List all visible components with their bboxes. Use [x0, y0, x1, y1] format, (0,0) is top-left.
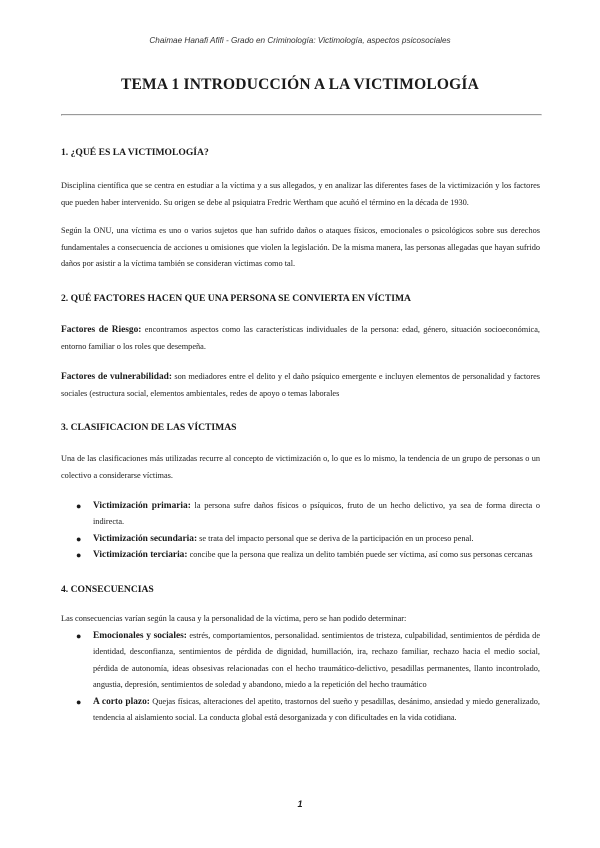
document-body [61, 146, 540, 727]
bullet-icon: ● [76, 550, 82, 561]
consequences-list [61, 628, 540, 728]
list-item-text: estrés, comportamientos, personalidad. sentimientos de tristeza, culpabilidad, sentimientos de pérdida de identidad, desconfianza, sentimientos de pérdida de dignidad, humillación, ira, rechazo familiar, rechazo hacia el medio social, pérdida de autonomía, ideas obsesivas relacionadas con el hecho traumático-delictivo, pesadillas permanentes, llanto incontrolado, angustia, depresión, sentimientos de soledad y abandono, miedo a la repetición del hecho traumático [93, 630, 540, 690]
list-item-term: Emocionales y sociales: [93, 630, 187, 641]
section-4-heading: 4. CONSECUENCIAS [61, 583, 154, 595]
section-4-intro: Las consecuencias varían según la causa y la personalidad de la víctima, pero se han podido determinar: [61, 613, 407, 623]
vulnerability-factors-paragraph [61, 369, 540, 402]
list-item [76, 628, 540, 694]
risk-factors-term: Factores de Riesgo: [61, 324, 142, 335]
document-title: TEMA 1 INTRODUCCIÓN A LA VICTIMOLOGÍA [120, 76, 480, 93]
running-header: Chaimae Hanafi Afifi - Grado en Criminología: Victimología, aspectos psicosociales [149, 36, 451, 45]
list-item-term: Victimización terciaria: [93, 550, 188, 561]
victimization-list [61, 498, 540, 564]
list-item-term: Victimización primaria: [93, 500, 191, 511]
section-1-paragraph-1: Disciplina científica que se centra en estudiar a la víctima y a sus allegados, y en analizar las diferentes fases de la victimización y los factores que pueden haber intervenido. Su origen se debe al psiquiatra Fredric Wertham que acuñó el término en la década de 1930. [61, 181, 540, 207]
risk-factors-text: encontramos aspectos como las características individuales de la persona: edad, género, situación socioeconómica, entorno familiar o los roles que desempeña. [61, 324, 540, 351]
section-3-heading: 3. CLASIFICACION DE LAS VÍCTIMAS [61, 422, 237, 434]
bullet-icon: ● [76, 696, 82, 707]
section-3-intro: Una de las clasificaciones más utilizadas recurre al concepto de victimización o, lo que es lo mismo, la tendencia de un grupo de personas o un colectivo a considerarse víctimas. [61, 454, 540, 480]
list-item-text: concibe que la persona que realiza un delito también puede ser víctima, así como sus personas cercanas [187, 550, 533, 560]
list-item [76, 694, 540, 727]
list-item [76, 547, 540, 564]
title-divider [61, 114, 542, 116]
section-1-heading: 1. ¿QUÉ ES LA VICTIMOLOGÍA? [61, 147, 209, 158]
list-item-text: la persona sufre daños físicos o psíquicos, fruto de un hecho delictivo, ya sea de forma directa o indirecta. [93, 500, 540, 527]
section-1-paragraph-2: Según la ONU, una víctima es uno o varios sujetos que han sufrido daños o ataques físicos, emocionales o psicológicos sobre sus derechos fundamentales a consecuencia de acciones u omisiones que violen la legislación. De la misma manera, las personas allegadas que hayan sufrido daños por asistir a la víctima también se consideran víctimas como tal. [61, 226, 540, 269]
list-item-term: A corto plazo: [93, 696, 150, 707]
risk-factors-paragraph [61, 322, 540, 355]
list-item-term: Victimización secundaria: [93, 533, 198, 544]
bullet-icon: ● [76, 533, 82, 544]
list-item-text: Quejas físicas, alteraciones del apetito, trastornos del sueño y pesadillas, desánimo, ansiedad y miedo generalizado, tendencia al aislamiento social. La conducta global está desorganizada y con dificultades en la vida cotidiana. [93, 696, 540, 723]
vulnerability-factors-term: Factores de vulnerabilidad: [61, 372, 172, 383]
vulnerability-factors-text: son mediadores entre el delito y el daño psíquico emergente e incluyen elementos de personalidad y factores sociales (estructura social, elementos ambientales, redes de apoyo o temas laborales [61, 372, 540, 398]
list-item [76, 498, 540, 531]
list-item-text: se trata del impacto personal que se deriva de la participación en un proceso penal. [197, 533, 474, 543]
list-item [76, 531, 540, 548]
page-number: 1 [297, 799, 303, 809]
bullet-icon: ● [76, 500, 82, 511]
bullet-icon: ● [76, 630, 82, 641]
section-2-heading: 2. QUÉ FACTORES HACEN QUE UNA PERSONA SE CONVIERTA EN VÍCTIMA [61, 292, 411, 304]
